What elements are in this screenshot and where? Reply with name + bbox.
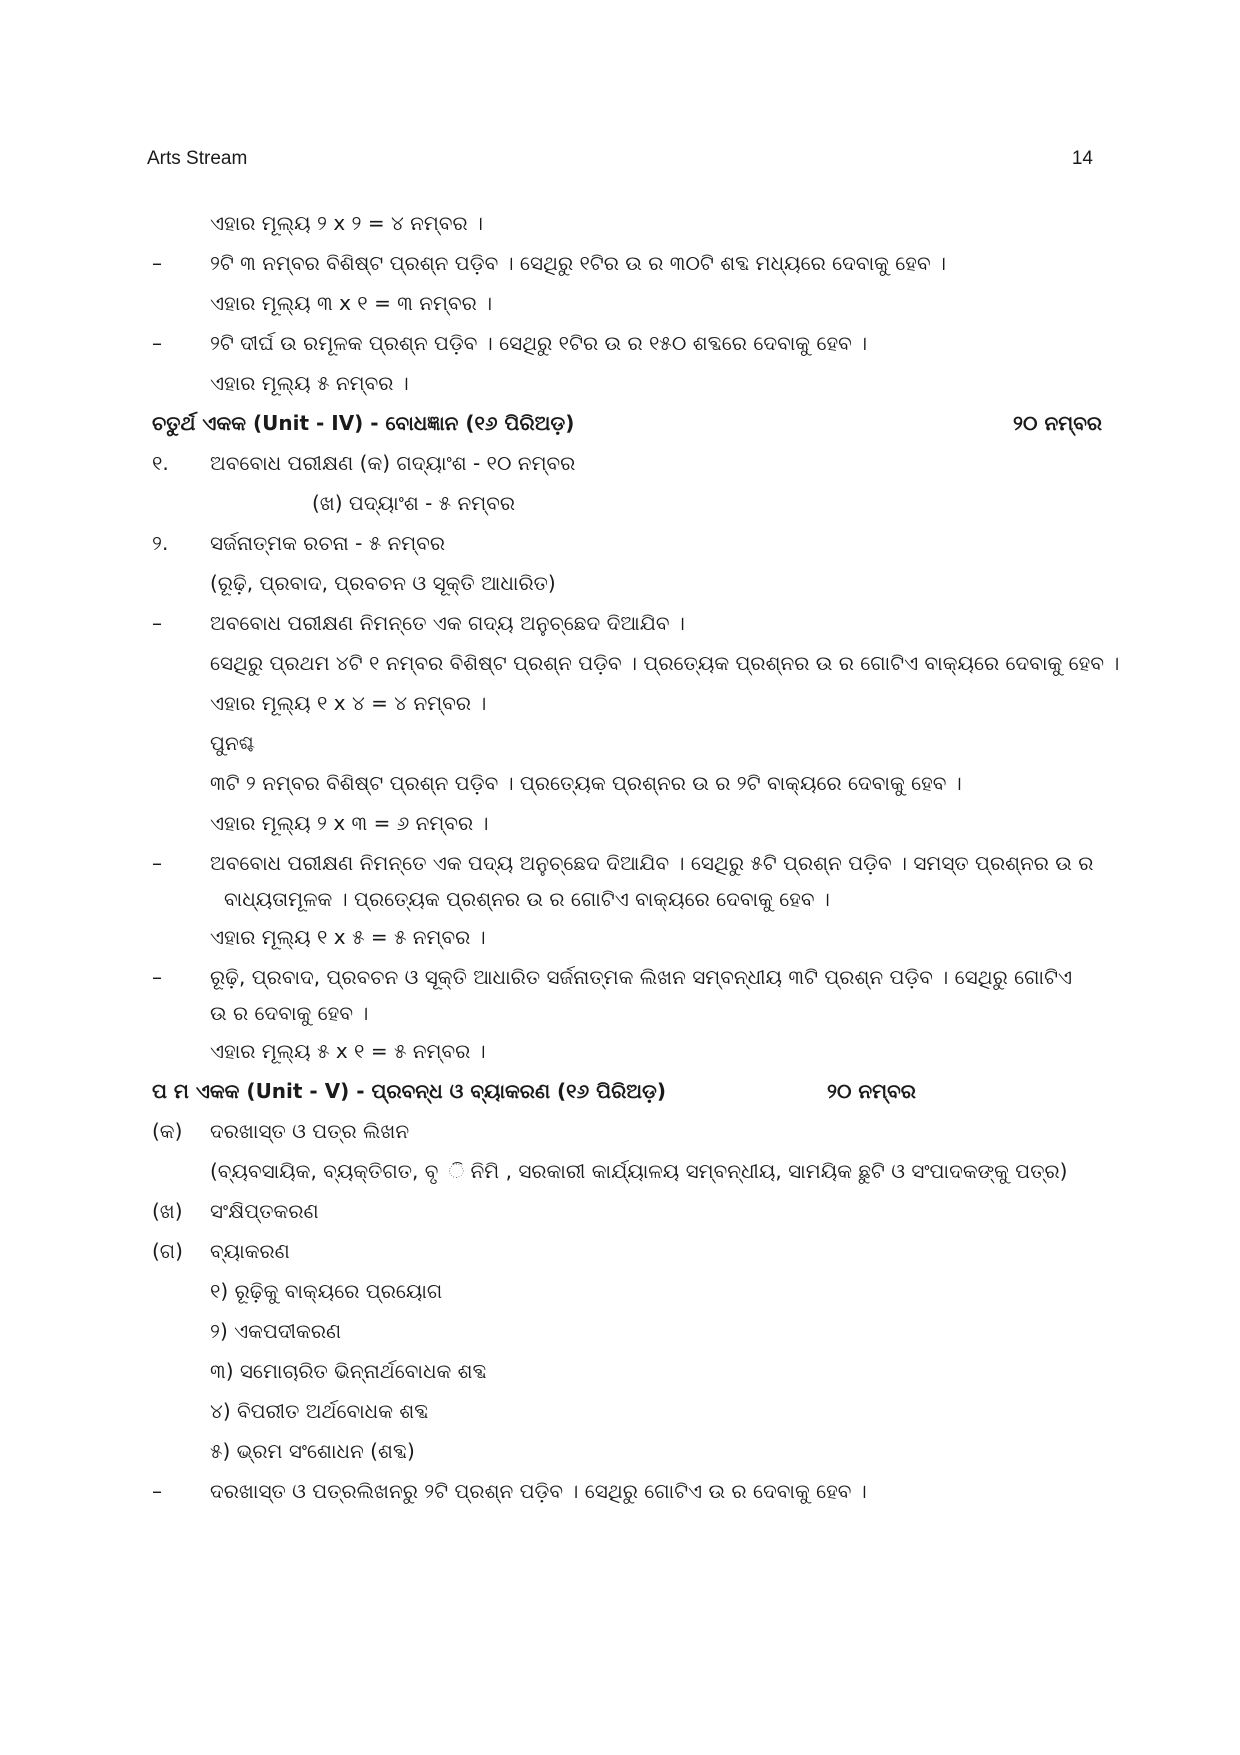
document-body	[152, 203, 1120, 1511]
grammar-item: ୨) ଏକପଦୀକରଣ	[210, 1319, 342, 1343]
unit-5-marks: ୨୦ ନମ୍ବର	[827, 1079, 916, 1103]
page-header	[147, 148, 1093, 170]
numbered-item: ୧. ଅବବୋଧ ପରୀକ୍ଷଣ (କ) ଗଦ୍ୟାଂଶ - ୧୦ ନମ୍ବର	[152, 451, 576, 475]
dash-bullet: –	[152, 965, 162, 989]
text-line: ସେଥିରୁ ପ୍ରଥମ ୪ଟି ୧ ନମ୍ବର ବିଶିଷ୍ଟ ପ୍ରଶ୍ନ ପଡ଼ିବ । ପ୍ରତ୍ୟେକ ପ୍ରଶ୍ନର ଉ ର ଗୋଟିଏ ବାକ୍ୟରେ ଦେବାକୁ ହେବ ।	[210, 651, 1120, 675]
text-line: ଏହାର ମୂଲ୍ୟ ୫ x ୧ = ୫ ନମ୍ବର ।	[210, 1039, 486, 1063]
text-line: ଏହାର ମୂଲ୍ୟ ୫ ନମ୍ବର ।	[210, 371, 409, 395]
bullet-line: – ୨ଟି ଦୀର୍ଘ ଉ ରମୂଳକ ପ୍ରଶ୍ନ ପଡ଼ିବ । ସେଥିରୁ ୧ଟିର ଉ ର ୧୫୦ ଶବ୍ଦରେ ଦେବାକୁ ହେବ ।	[152, 323, 1102, 363]
unit-5-title: ପ ମ ଏକକ (Unit - V) - ପ୍ରବନ୍ଧ ଓ ବ୍ୟାକରଣ (୧୬ ପିରିଅଡ଼)	[152, 1079, 666, 1103]
dash-bullet: –	[152, 251, 162, 275]
text-line: (ବ୍ୟବସାୟିକ, ବ୍ୟକ୍ତିଗତ, ବୃ ି ନିମି , ସରକାରୀ କାର୍ଯ୍ୟାଳୟ ସମ୍ବନ୍ଧୀୟ, ସାମୟିକ ଛୁଟି ଓ ସଂପାଦକଙ୍କୁ ପତ୍ର)	[210, 1159, 1068, 1183]
unit-4-heading	[152, 403, 1102, 443]
lettered-item: (ଗ) ବ୍ୟାକରଣ	[152, 1239, 290, 1263]
bullet-line: – ରୂଢ଼ି, ପ୍ରବାଦ, ପ୍ରବଚନ ଓ ସୂକ୍ତି ଆଧାରିତ ସର୍ଜନାତ୍ମକ ଲିଖନ ସମ୍ବନ୍ଧୀୟ ୩ଟି ପ୍ରଶ୍ନ ପଡ଼ିବ । ସେଥିରୁ ଗୋଟିଏ ଉ ର ଦେବାକୁ ହେବ ।	[152, 957, 1102, 1031]
text-line: (ଖ) ପଦ୍ୟାଂଶ - ୫ ନମ୍ବର	[312, 491, 516, 515]
text-line: ଏହାର ମୂଲ୍ୟ ୨ x ୩ = ୬ ନମ୍ବର ।	[210, 811, 489, 835]
grammar-item: ୧) ରୂଢ଼ିକୁ ବାକ୍ୟରେ ପ୍ରୟୋଗ	[210, 1279, 443, 1303]
bullet-line: – ଦରଖାସ୍ତ ଓ ପତ୍ରଲିଖନରୁ ୨ଟି ପ୍ରଶ୍ନ ପଡ଼ିବ । ସେଥିରୁ ଗୋଟିଏ ଉ ର ଦେବାକୁ ହେବ ।	[152, 1471, 1102, 1511]
text-line: ୩ଟି ୨ ନମ୍ବର ବିଶିଷ୍ଟ ପ୍ରଶ୍ନ ପଡ଼ିବ । ପ୍ରତ୍ୟେକ ପ୍ରଶ୍ନର ଉ ର ୨ଟି ବାକ୍ୟରେ ଦେବାକୁ ହେବ ।	[210, 771, 962, 795]
text-line: ଏହାର ମୂଲ୍ୟ ୩ x ୧ = ୩ ନମ୍ବର ।	[210, 291, 493, 315]
numbered-item: ୨. ସର୍ଜନାତ୍ମକ ରଚନା - ୫ ନମ୍ବର	[152, 531, 446, 555]
bullet-line: – ୨ଟି ୩ ନମ୍ବର ବିଶିଷ୍ଟ ପ୍ରଶ୍ନ ପଡ଼ିବ । ସେଥିରୁ ୧ଟିର ଉ ର ୩୦ଟି ଶବ୍ଦ ମଧ୍ୟରେ ଦେବାକୁ ହେବ ।	[152, 243, 1102, 283]
dash-bullet: –	[152, 1479, 162, 1503]
unit-4-marks: ୨୦ ନମ୍ବର	[1013, 411, 1102, 435]
grammar-item: ୪) ବିପରୀତ ଅର୍ଥବୋଧକ ଶବ୍ଦ	[210, 1399, 429, 1423]
stream-label: Arts Stream	[147, 148, 248, 169]
bullet-line: – ଅବବୋଧ ପରୀକ୍ଷଣ ନିମନ୍ତେ ଏକ ପଦ୍ୟ ଅନୁଚ୍ଛେଦ ଦିଆଯିବ । ସେଥିରୁ ୫ଟି ପ୍ରଶ୍ନ ପଡ଼ିବ । ସମସ୍ତ ପ୍ରଶ୍ନର ଉ ର ବାଧ୍ୟତାମୂଳକ । ପ୍ରତ୍ୟେକ ପ୍ରଶ୍ନର ଉ ର ଗୋଟିଏ ବାକ୍ୟରେ ଦେବାକୁ ହେବ ।	[152, 843, 1102, 917]
dash-bullet: –	[152, 851, 162, 875]
grammar-item: ୩) ସମୋଚାରିତ ଭିନ୍ନାର୍ଥବୋଧକ ଶବ୍ଦ	[210, 1359, 487, 1383]
text-line: ଏହାର ମୂଲ୍ୟ ୧ x ୫ = ୫ ନମ୍ବର ।	[210, 925, 486, 949]
grammar-item: ୫) ଭ୍ରମ ସଂଶୋଧନ (ଶବ୍ଦ)	[210, 1439, 415, 1463]
dash-bullet: –	[152, 331, 162, 355]
unit-5-heading	[152, 1071, 1102, 1111]
lettered-item: (ଖ) ସଂକ୍ଷିପ୍ତକରଣ	[152, 1199, 319, 1223]
bullet-line: – ଅବବୋଧ ପରୀକ୍ଷଣ ନିମନ୍ତେ ଏକ ଗଦ୍ୟ ଅନୁଚ୍ଛେଦ ଦିଆଯିବ ।	[152, 603, 1102, 643]
dash-bullet: –	[152, 611, 162, 635]
text-line: ଏହାର ମୂଲ୍ୟ ୧ x ୪ = ୪ ନମ୍ବର ।	[210, 691, 487, 715]
text-line: ଏହାର ମୂଲ୍ୟ ୨ x ୨ = ୪ ନମ୍ବର ।	[210, 211, 484, 235]
unit-4-title: ଚତୁର୍ଥ ଏକକ (Unit - IV) - ବୋଧଜ୍ଞାନ (୧୬ ପିରିଅଡ଼)	[152, 411, 575, 435]
text-line: (ରୂଢ଼ି, ପ୍ରବାଦ, ପ୍ରବଚନ ଓ ସୂକ୍ତି ଆଧାରିତ)	[210, 571, 556, 595]
lettered-item: (କ) ଦରଖାସ୍ତ ଓ ପତ୍ର ଲିଖନ	[152, 1119, 410, 1143]
text-line: ପୁନଶ୍ଚ	[210, 731, 255, 755]
page-number: 14	[1071, 148, 1093, 169]
